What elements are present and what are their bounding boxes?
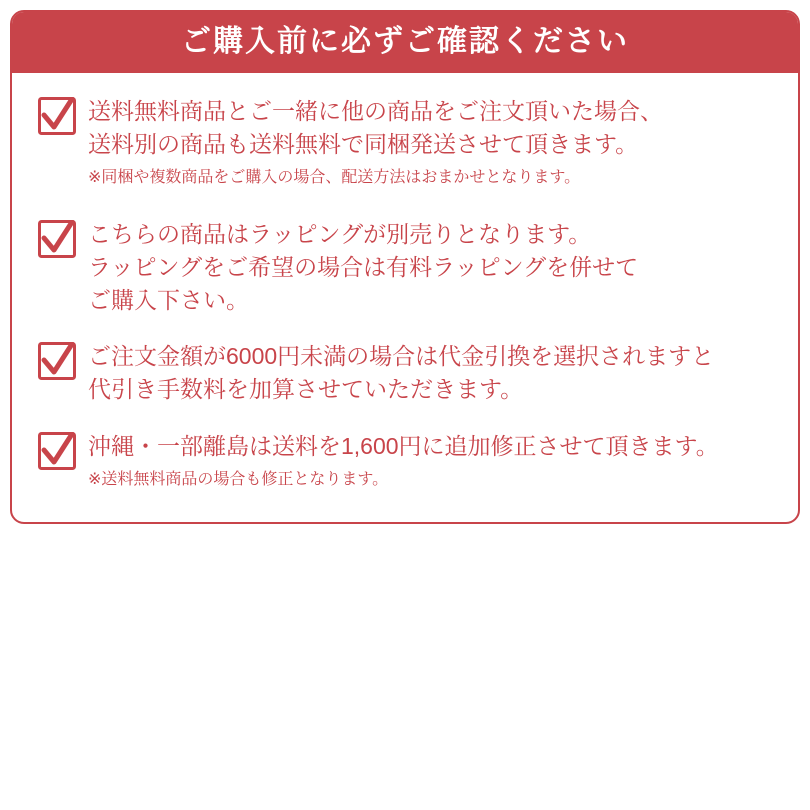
list-item-line: 送料無料商品とご一緒に他の商品をご注文頂いた場合、 [88,98,663,124]
list-item [38,95,772,190]
list-item-line: ラッピングをご希望の場合は有料ラッピングを併せて [88,254,639,281]
list-item-texts [88,218,772,318]
page-title: ご購入前に必ずご確認ください [181,25,629,58]
list-item-texts [88,430,772,491]
check-mark-icon [38,432,76,470]
list-item [38,340,772,407]
check-mark-icon [38,342,76,380]
list-item-texts [88,95,772,190]
notice-header [11,11,799,73]
list-item [38,430,772,491]
check-mark-icon [38,220,76,258]
list-item-line: こちらの商品はラッピングが別売りとなります。 [88,220,592,247]
list-item-line: 代引き手数料を加算させていただきます。 [88,376,524,403]
list-item-texts [88,340,772,407]
list-item-note: ※送料無料商品の場合も修正となります。 [88,470,389,488]
list-item-note: ※同梱や複数商品をご購入の場合、配送方法はおまかせとなります。 [88,168,581,186]
notice-body [12,73,798,522]
check-mark-icon [38,97,76,135]
purchase-notice-card [10,10,800,524]
list-item-line: 沖縄・一部離島は送料を1,600円に追加修正させて頂きます。 [88,433,719,460]
list-item-line: ご購入下さい。 [88,287,249,314]
list-item-line: ご注文金額が6000円未満の場合は代金引換を選択されますと [88,342,715,369]
list-item-line: 送料別の商品も送料無料で同梱発送させて頂きます。 [88,131,639,158]
list-item [38,218,772,318]
